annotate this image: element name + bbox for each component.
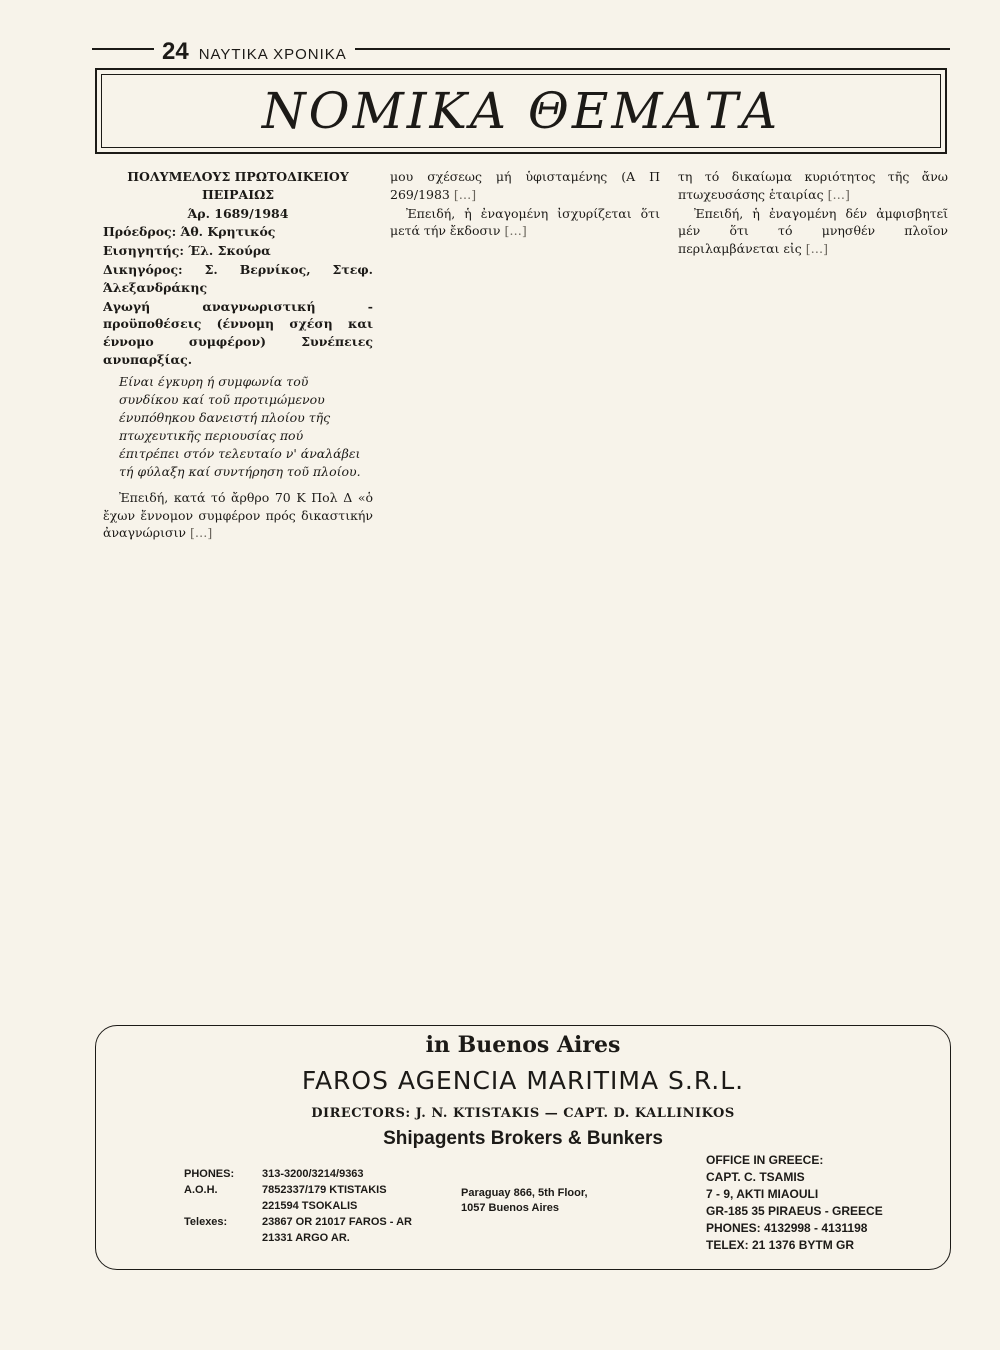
decision-summary: Είναι έγκυρη ή συμφωνία τοῦ συνδίκου καί τοῦ προτιμώμενου ένυπόθηκου δανειστή πλοίου τῆς πτωχευτικῆς περιουσίας πού έπιτρέπει στόν τελευταίο ν' άναλάβει τή φύλαξη καί συντήρηση τοῦ πλοίου. — [119, 373, 361, 479]
paragraph-text: μου σχέσεως μή ὑφισταμένης (Α Π 269/1983 — [390, 169, 660, 202]
running-title: ΝΑΥΤΙΚΑ ΧΡΟΝΙΚΑ — [198, 46, 347, 63]
ad-company-name: FAROS AGENCIA MARITIMA S.R.L. — [301, 1066, 745, 1095]
ad-office-line: GR-185 35 PIRAEUS - GREECE — [706, 1204, 883, 1218]
ad-address — [461, 1186, 588, 1216]
ad-location: in Buenos Aires — [425, 1032, 621, 1058]
ad-services: Shipagents Brokers & Bunkers — [383, 1128, 663, 1149]
ad-aoh-value-1: 7852337/179 KTISTAKIS — [262, 1184, 387, 1196]
article-column-3 — [678, 168, 948, 1020]
decision-number: Άρ. 1689/1984 — [187, 205, 289, 221]
body-paragraph — [678, 168, 948, 204]
decision-rapporteur: Εισηγητής: Έλ. Σκούρα — [103, 243, 271, 259]
body-paragraph — [103, 489, 373, 542]
truncation-marker: […] — [827, 186, 850, 202]
paragraph-text: Ἐπειδή, κατά τό ἄρθρο 70 Κ Πολ Δ «ὁ ἔχων ἔννομον συμφέρον πρός δικαστικήν ἀναγνώρισιν — [103, 489, 373, 541]
decision-president: Πρόεδρος: Άθ. Κρητικός — [103, 224, 276, 240]
ad-directors: DIRECTORS: J. N. KTISTAKIS — CAPT. D. KALLINIKOS — [311, 1106, 735, 1121]
body-paragraph — [390, 168, 660, 204]
truncation-marker: […] — [504, 223, 527, 239]
ad-contacts — [184, 1166, 412, 1246]
ad-phones-row — [184, 1166, 412, 1182]
decision-lawyers: Δικηγόρος: Σ. Βερνίκος, Στεφ. Άλεξανδράκης — [103, 261, 373, 295]
ad-address-line-1: Paraguay 866, 5th Floor, — [461, 1187, 588, 1199]
advertisement-box — [95, 1025, 951, 1270]
ad-office-line: 7 - 9, AKTI MIAOULI — [706, 1187, 819, 1201]
truncation-marker: […] — [453, 186, 477, 202]
decision-court: ΠΟΛΥΜΕΛΟΥΣ ΠΡΩΤΟΔΙΚΕΙΟΥ ΠΕΙΡΑΙΩΣ — [127, 169, 349, 202]
ad-telexes-value-2: 21331 ARGO AR. — [262, 1232, 350, 1244]
body-paragraph — [678, 205, 948, 258]
article-column-2 — [390, 168, 660, 1020]
page-number: 24 — [162, 38, 189, 65]
ad-office-title: OFFICE IN GREECE: — [706, 1153, 824, 1167]
ad-aoh-row — [184, 1182, 412, 1198]
ad-office-line: CAPT. C. TSAMIS — [706, 1170, 805, 1184]
paragraph-text: τη τό δικαίωμα κυριότητος τῆς ἄνω πτωχευσάσης ἑταιρίας — [678, 169, 948, 202]
ad-telexes-row — [184, 1214, 412, 1230]
page-header — [92, 38, 950, 68]
ad-aoh-label: A.O.H. — [184, 1184, 218, 1196]
ad-telexes-value-1: 23867 OR 21017 FAROS - AR — [262, 1216, 412, 1228]
ad-address-line-2: 1057 Buenos Aires — [461, 1202, 560, 1214]
article-column-1 — [103, 168, 373, 1020]
ad-office-line: PHONES: 4132998 - 4131198 — [706, 1221, 868, 1235]
ad-office-greece — [706, 1152, 883, 1254]
truncation-marker: […] — [805, 241, 829, 257]
paragraph-text: Ἐπειδή, ἡ ἐναγομένη ἰσχυρίζεται ὅτι μετά τήν ἔκδοσιν — [390, 205, 660, 239]
ad-office-line: TELEX: 21 1376 BYTM GR — [706, 1238, 855, 1252]
ad-phones-label: PHONES: — [184, 1168, 235, 1180]
body-paragraph — [390, 205, 660, 241]
section-title-inner-frame — [101, 74, 941, 148]
truncation-marker: […] — [190, 525, 213, 541]
decision-subject: Αγωγή αναγνωριστική - προϋποθέσεις (έννομη σχέση και έννομο συμφέρον) Συνέπειες ανυπαρξίας. — [103, 298, 373, 367]
section-title-box — [95, 68, 947, 154]
ad-aoh-value-2: 221594 TSOKALIS — [262, 1200, 358, 1212]
ad-phones-value: 313-3200/3214/9363 — [262, 1168, 364, 1180]
ad-telexes-label: Telexes: — [184, 1216, 228, 1228]
section-title: ΝΟΜΙΚΑ ΘΕΜΑΤΑ — [261, 82, 781, 140]
header-label — [154, 38, 355, 66]
paragraph-text: Ἐπειδή, ἡ ἐναγομένη δέν ἀμφισβητεῖ μέν ὅτι τό μνησθέν πλοῖον περιλαμβάνεται εἰς — [678, 205, 948, 257]
